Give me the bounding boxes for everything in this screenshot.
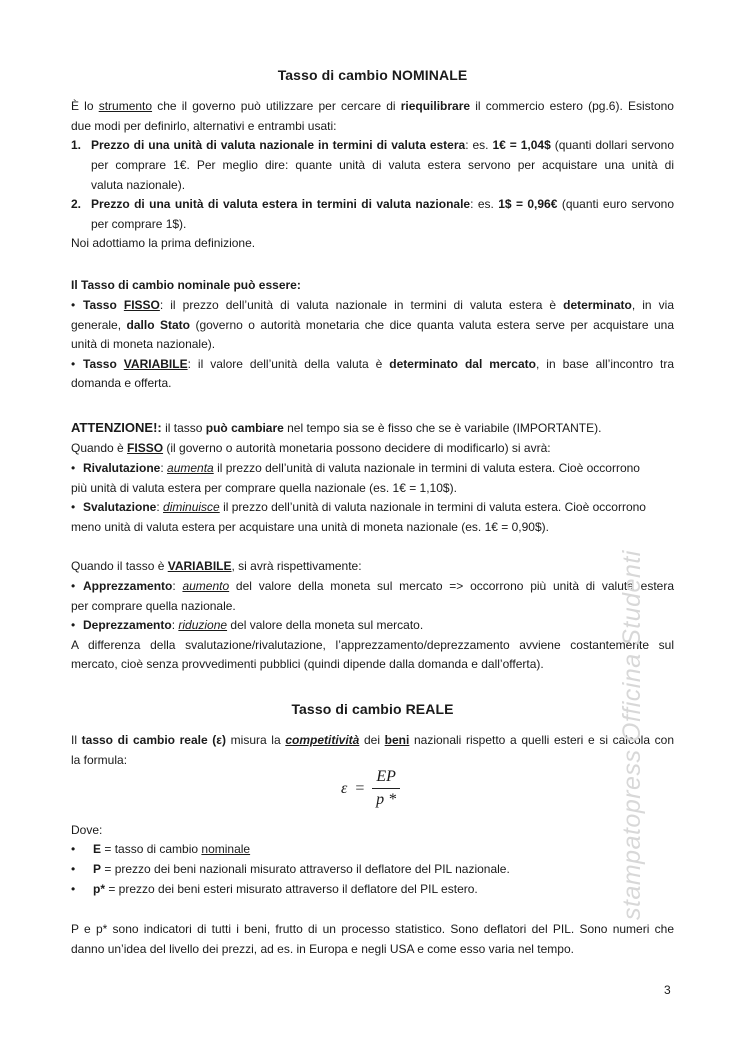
dove-label: Dove:	[71, 823, 103, 837]
variabile-line-1	[71, 354, 674, 374]
bullet-icon: •	[71, 862, 76, 876]
text: :	[156, 500, 164, 514]
text: , in base all’incontro tra	[535, 357, 675, 371]
text: il commercio estero (pg.6). Esistono	[470, 99, 674, 113]
text: :	[172, 579, 183, 593]
svalutazione-line-1	[71, 497, 674, 517]
text: nel tempo sia se è fisso che se è variabile (IMPORTANTE).	[283, 421, 602, 435]
text: : es.	[470, 197, 499, 211]
text: , si avrà rispettivamente:	[231, 559, 362, 573]
underlined-term: VARIABILE	[167, 559, 232, 573]
page-number: 3	[664, 983, 671, 997]
definition-2-line-1	[71, 194, 675, 214]
emphasized-term: competitività	[285, 733, 360, 747]
variable-intro	[71, 556, 674, 576]
text: Quando il tasso è	[71, 559, 168, 573]
text: , in via	[631, 298, 674, 312]
text: il prezzo dell’unità di valuta nazionale in termini di valuta estera. Cioè occorrono	[213, 461, 640, 475]
example-rate: 1€ = 1,04$	[492, 138, 551, 152]
bullet-icon: •	[71, 842, 76, 856]
text: generale,	[71, 318, 127, 332]
bullet-icon: •	[71, 461, 76, 475]
text: Tasso	[83, 298, 124, 312]
text: = tasso di cambio	[101, 842, 202, 856]
bold-term: Prezzo di una unità di valuta estera in termini di valuta nazionale	[91, 197, 471, 211]
fisso-line-3: unità di moneta nazionale).	[71, 337, 216, 351]
bullet-icon: •	[71, 618, 76, 632]
bold-term: tasso di cambio reale (ε)	[81, 733, 226, 747]
watermark: stampatopress Officina Studenti	[618, 550, 646, 920]
text: del valore della moneta sul mercato.	[227, 618, 424, 632]
list-number: 1.	[71, 138, 82, 152]
emphasized-term: aumento	[182, 579, 230, 593]
formula-denominator: p *	[376, 791, 397, 808]
variabile-line-2: domanda e offerta.	[71, 376, 172, 390]
bold-term: può cambiare	[205, 421, 284, 435]
text: : es.	[465, 138, 493, 152]
text: :	[171, 618, 179, 632]
bold-term: dallo Stato	[126, 318, 190, 332]
adoption-note: Noi adottiamo la prima definizione.	[71, 236, 256, 250]
underlined-term: nominale	[201, 842, 251, 856]
bullet-icon: •	[71, 357, 76, 371]
symbol: E	[93, 842, 102, 856]
intro-line-1	[71, 96, 674, 116]
text: Quando è	[71, 441, 128, 455]
apprezzamento-line-2: per comprare quella nazionale.	[71, 599, 236, 613]
underlined-term: VARIABILE	[123, 357, 188, 371]
formula-equals: =	[355, 779, 365, 797]
difference-line-1: A differenza della svalutazione/rivalutazione, l’apprezzamento/deprezzamento avviene costantemente sul	[71, 638, 674, 652]
formula-fraction	[372, 768, 400, 809]
attention-label: ATTENZIONE!:	[71, 420, 162, 435]
text: nazionali rispetto a quelli esteri e si calcola con	[409, 733, 674, 747]
emphasized-term: aumenta	[167, 461, 214, 475]
text: : il prezzo dell’unità di valuta nazionale in termini di valuta estera è	[159, 298, 564, 312]
underlined-term: strumento	[98, 99, 153, 113]
real-intro-line-2: la formula:	[71, 753, 128, 767]
fisso-change-line	[71, 438, 674, 458]
text: : il valore dell’unità della valuta è	[187, 357, 390, 371]
bold-term: Svalutazione	[83, 500, 157, 514]
text: Tasso	[83, 357, 124, 371]
bold-term: riequilibrare	[400, 99, 471, 113]
fisso-line-2	[71, 315, 674, 335]
bullet-icon: •	[71, 579, 76, 593]
difference-line-2: mercato, cioè senza provvedimenti pubblici (quindi dipende dalla domanda e dall’offerta).	[71, 657, 544, 671]
legend-item-p	[71, 859, 674, 879]
symbol: P	[93, 862, 102, 876]
rivalutazione-line-1	[71, 458, 674, 478]
underlined-term: beni	[384, 733, 410, 747]
text: È lo	[71, 99, 99, 113]
text: (quanti dollari servono	[550, 138, 674, 152]
text: che il governo può utilizzare per cercare di	[152, 99, 401, 113]
definition-2-line-2: per comprare 1$).	[91, 217, 187, 231]
formula-lhs: ε	[341, 779, 348, 797]
bullet-icon: •	[71, 500, 76, 514]
bullet-icon: •	[71, 882, 76, 896]
real-intro-line-1	[71, 730, 674, 750]
bold-term: Prezzo di una unità di valuta nazionale in termini di valuta estera	[91, 138, 466, 152]
closing-line-2: danno un’idea del livello dei prezzi, ad es. in Europa e negli USA e come esso varia nel tempo.	[71, 942, 574, 956]
underlined-term: FISSO	[127, 441, 164, 455]
real-exchange-rate-formula	[341, 768, 400, 809]
list-number: 2.	[71, 197, 82, 211]
underlined-term: FISSO	[123, 298, 160, 312]
definition-1-line-3: valuta nazionale).	[91, 178, 186, 192]
bold-term: determinato	[563, 298, 632, 312]
text: :	[160, 461, 168, 475]
rivalutazione-line-2: più unità di valuta estera per comprare quella nazionale (es. 1€ = 1,10$).	[71, 481, 457, 495]
text: dei	[359, 733, 385, 747]
text: (il governo o autorità monetaria possono decidere di modificarlo) si avrà:	[163, 441, 551, 455]
section-title-reale: Tasso di cambio REALE	[291, 701, 454, 717]
apprezzamento-line-1	[71, 576, 674, 596]
bold-term: Apprezzamento	[83, 579, 173, 593]
svalutazione-line-2: meno unità di valuta estera per acquistare una unità di moneta nazionale (es. 1€ = 0,90$).	[71, 520, 549, 534]
bold-term: determinato dal mercato	[389, 357, 536, 371]
bold-term: Rivalutazione	[83, 461, 161, 475]
emphasized-term: diminuisce	[163, 500, 220, 514]
legend-item-p-star	[71, 879, 674, 899]
text: il prezzo dell’unità di valuta nazionale in termini di valuta estera. Cioè occorrono	[219, 500, 646, 514]
text: = prezzo dei beni esteri misurato attraverso il deflatore del PIL estero.	[105, 882, 478, 896]
text: = prezzo dei beni nazionali misurato attraverso il deflatore del PIL nazionale.	[101, 862, 510, 876]
text: il tasso	[161, 421, 206, 435]
text: del valore della moneta sul mercato => occorrono più unità di valuta estera	[229, 579, 675, 593]
legend-item-e	[71, 839, 674, 859]
formula-numerator: EP	[372, 768, 400, 789]
definition-1-line-1	[71, 135, 674, 155]
types-heading: Il Tasso di cambio nominale può essere:	[71, 278, 301, 292]
deprezzamento-line	[71, 615, 674, 635]
bold-term: Deprezzamento	[83, 618, 172, 632]
text: (quanti euro servono	[557, 197, 675, 211]
text: misura la	[226, 733, 286, 747]
closing-line-1: P e p* sono indicatori di tutti i beni, frutto di un processo statistico. Sono deflatori del PIL. Sono numeri che	[71, 922, 674, 936]
symbol: p*	[93, 882, 105, 896]
text: (governo o autorità monetaria che dice quanta valuta estera serve per acquistare una	[190, 318, 675, 332]
section-title-nominale: Tasso di cambio NOMINALE	[277, 67, 468, 83]
bullet-icon: •	[71, 298, 76, 312]
text: Il	[71, 733, 82, 747]
fisso-line-1	[71, 295, 674, 315]
intro-line-2: due modi per definirlo, alternativi e entrambi usati:	[71, 119, 337, 133]
emphasized-term: riduzione	[178, 618, 228, 632]
example-rate: 1$ = 0,96€	[498, 197, 558, 211]
attention-line	[71, 418, 674, 438]
definition-1-line-2: per comprare 1€. Per meglio dire: quante unità di valuta estera servono per acquistare una unità di	[91, 158, 674, 172]
